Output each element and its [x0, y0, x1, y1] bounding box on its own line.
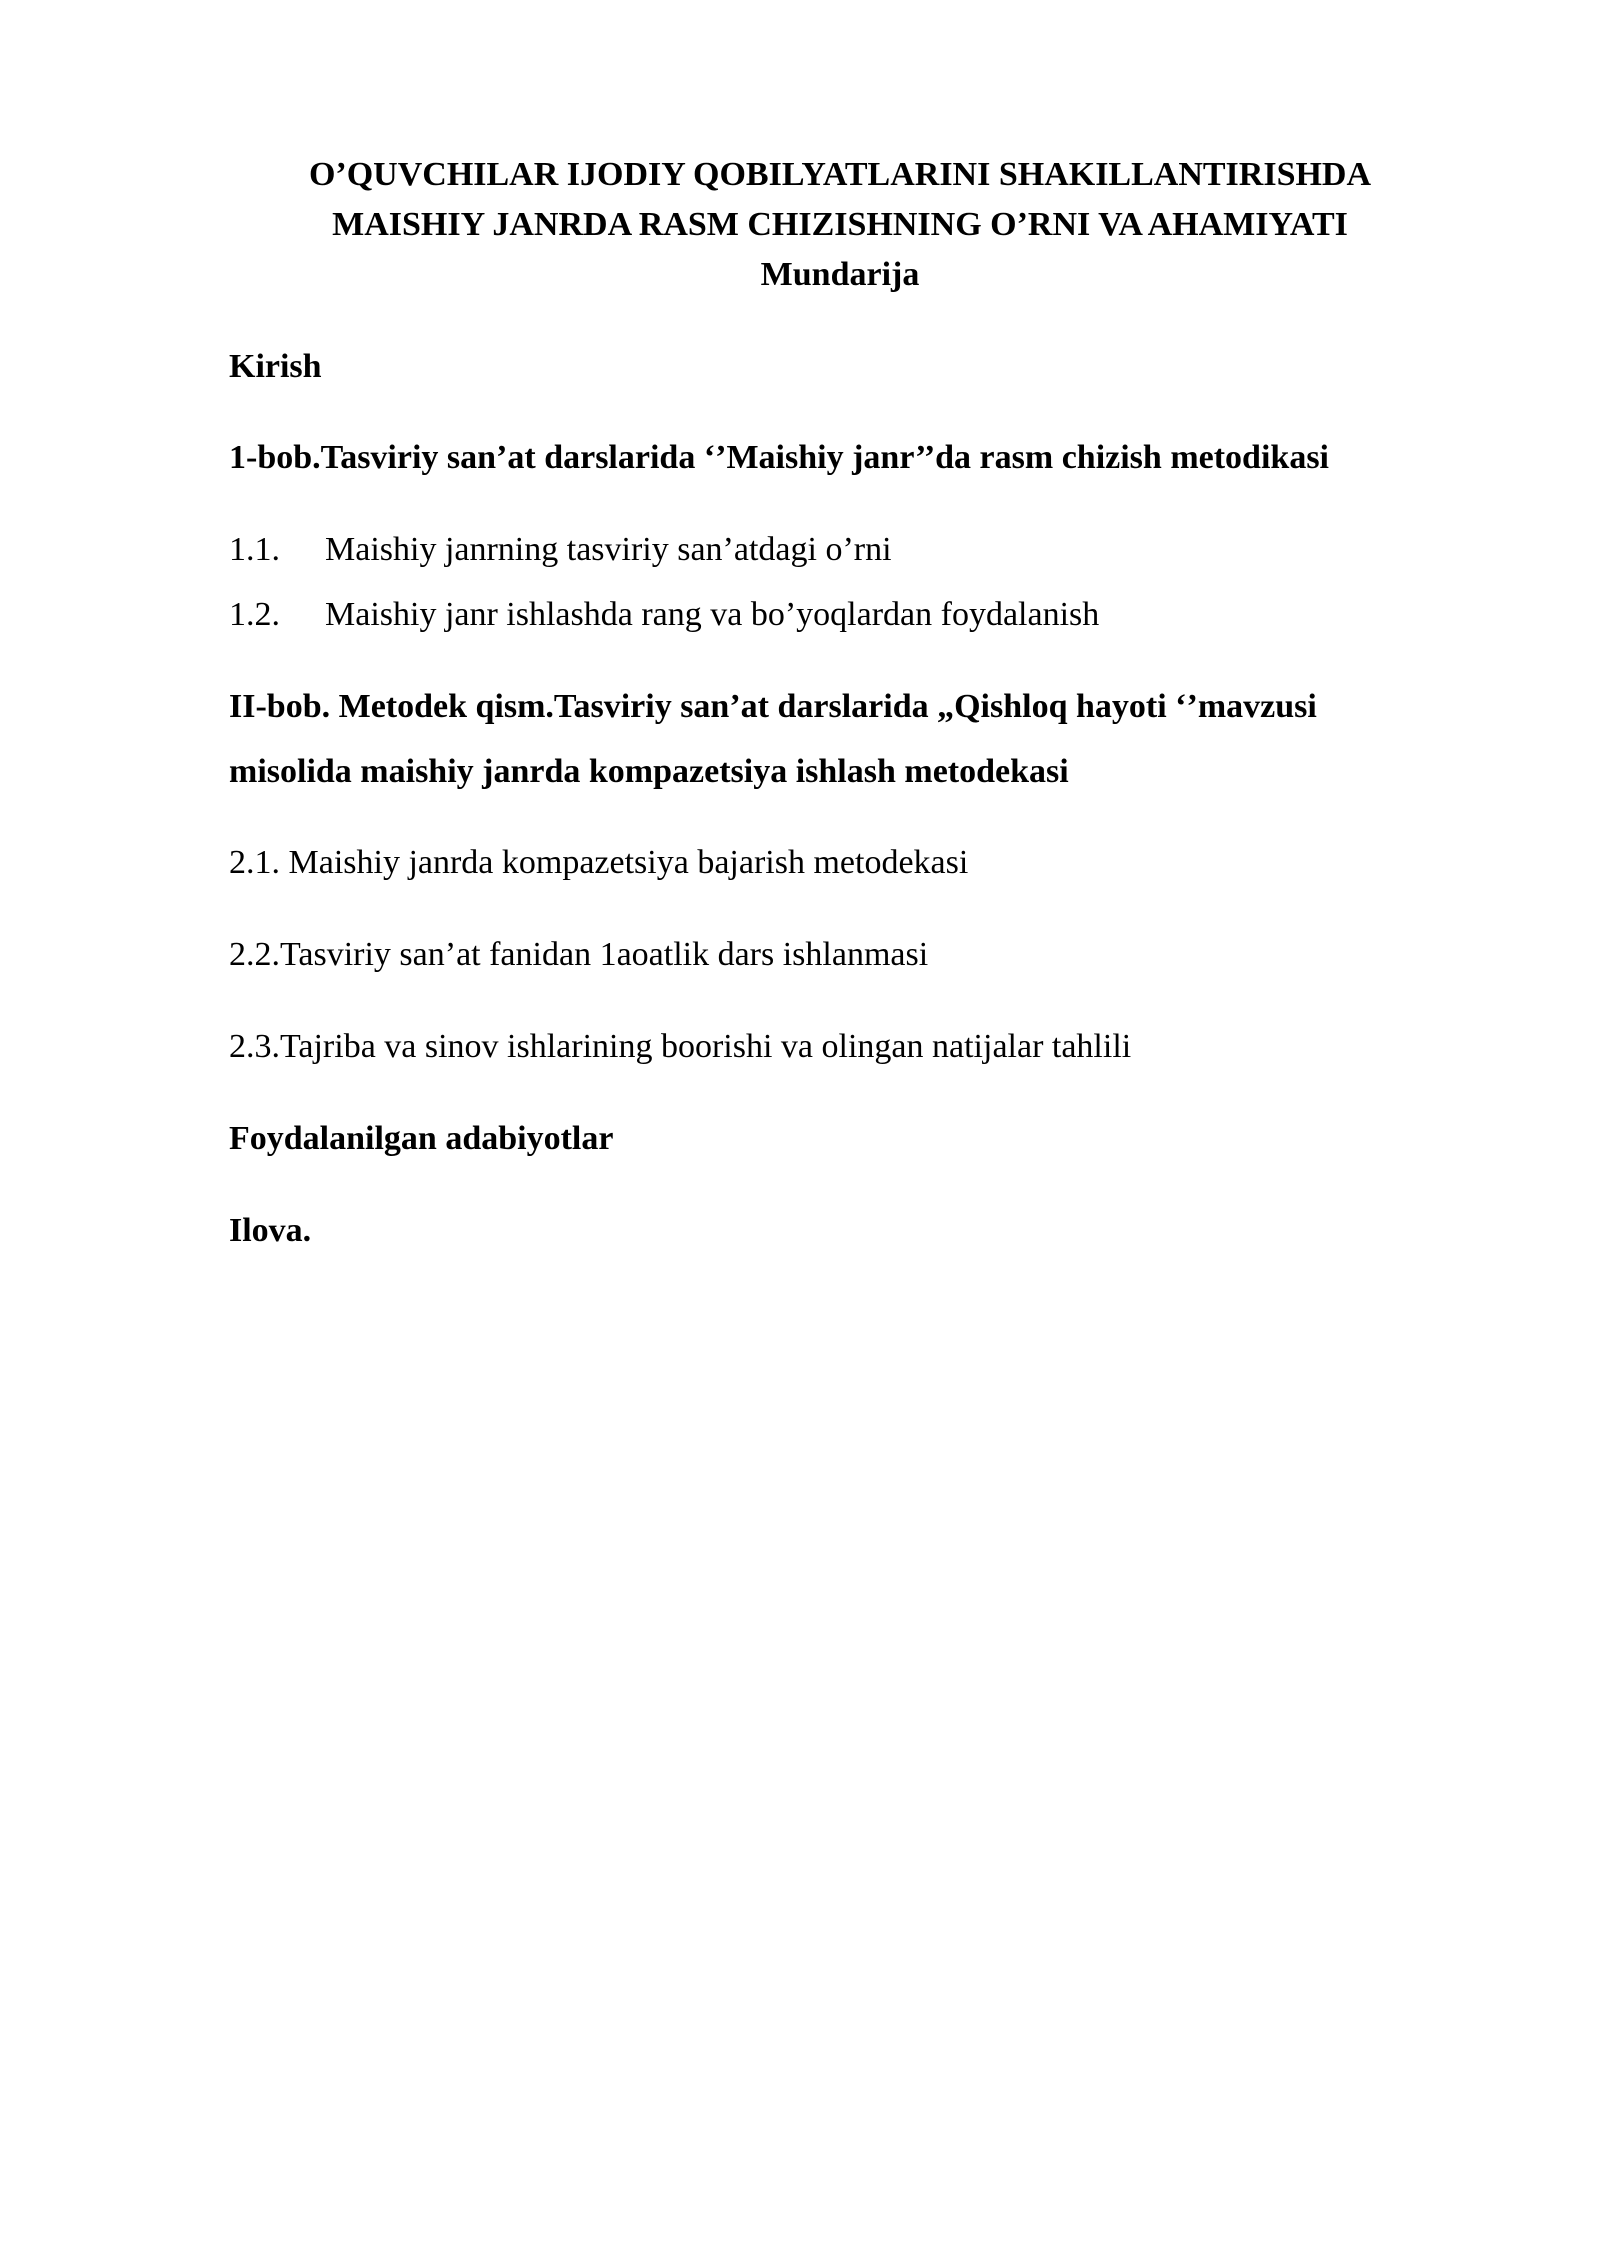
toc-heading: Mundarija	[760, 256, 920, 293]
document-title	[228, 150, 1452, 300]
toc-item-2-1: 2.1. Maishiy janrda kompazetsiya bajarish metodekasi	[229, 844, 969, 881]
toc-item-1-2	[229, 592, 1099, 638]
toc-appendix: Ilova.	[229, 1212, 312, 1249]
toc-item-1-1	[229, 527, 892, 573]
toc-chapter-1: 1-bob.Tasviriy san’at darslarida ‘’Maishiy janr’’da rasm chizish metodikasi	[229, 439, 1330, 476]
toc-item-text: Maishiy janrning tasviriy san’atdagi o’rni	[325, 531, 892, 568]
toc-references: Foydalanilgan adabiyotlar	[229, 1120, 614, 1157]
toc-item-2-2: 2.2.Tasviriy san’at fanidan 1aoatlik dars ishlanmasi	[229, 936, 929, 973]
toc-intro: Kirish	[229, 348, 322, 385]
toc-item-2-3: 2.3.Tajriba va sinov ishlarining boorishi va olingan natijalar tahlili	[229, 1028, 1132, 1065]
toc-item-number: 1.1.	[229, 531, 280, 568]
toc-item-text: Maishiy janr ishlashda rang va bo’yoqlardan foydalanish	[325, 596, 1100, 633]
toc-chapter-2-line-2: misolida maishiy janrda kompazetsiya ishlash metodekasi	[229, 753, 1069, 790]
toc-chapter-2-line-1: II-bob. Metodek qism.Tasviriy san’at darslarida „Qishloq hayoti ‘’mavzusi	[229, 688, 1317, 725]
toc-item-number: 1.2.	[229, 596, 280, 633]
title-line-1: O’QUVCHILAR IJODIY QOBILYATLARINI SHAKILLANTIRISHDA	[308, 156, 1372, 193]
title-line-2: MAISHIY JANRDA RASM CHIZISHNING O’RNI VA AHAMIYATI	[332, 206, 1348, 243]
